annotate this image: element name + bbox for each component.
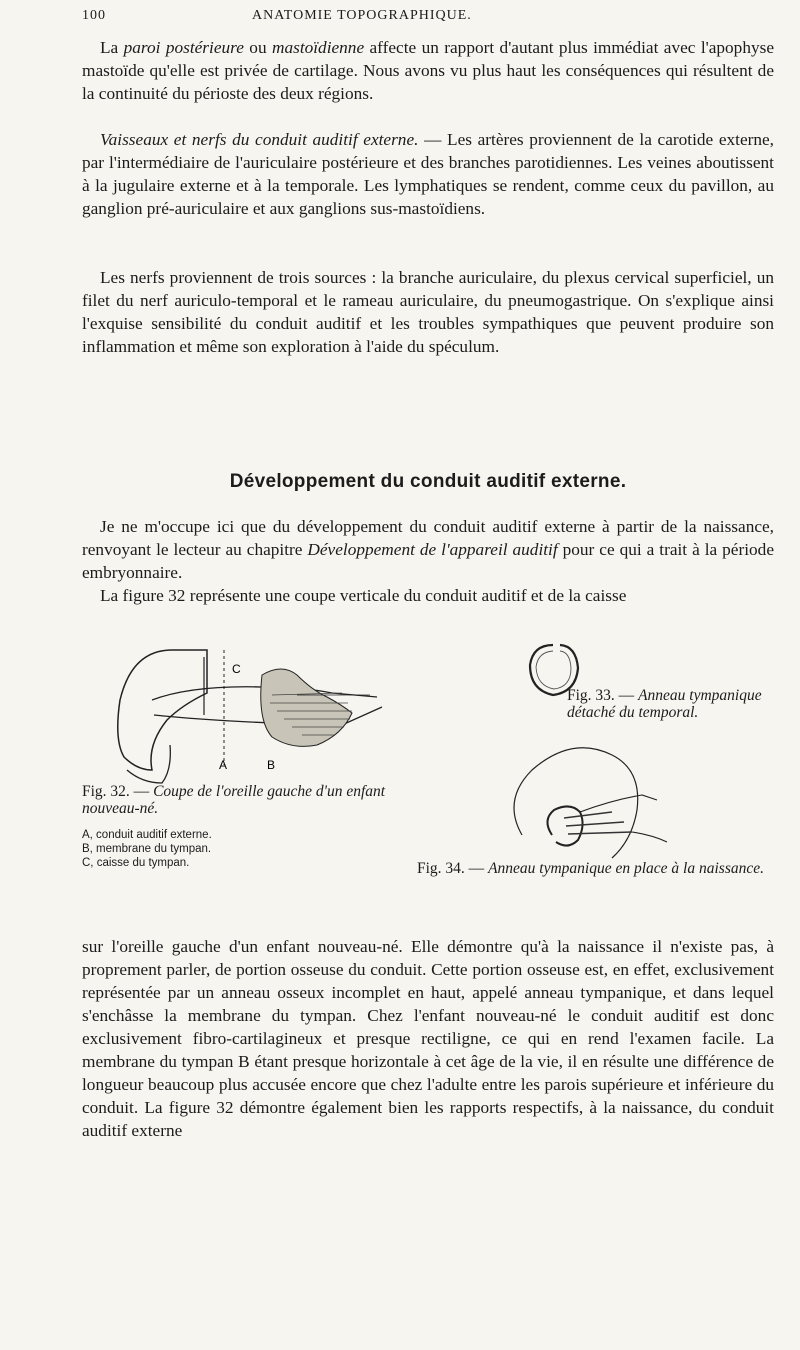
page-header — [82, 8, 772, 30]
paragraph-posterior-wall — [82, 36, 774, 105]
text-run: pour ce qui a trait à la période embryonnaire. — [82, 540, 774, 582]
text-run: La — [100, 38, 124, 57]
text-run: — Les artères proviennent de la carotide externe, par l'intermédiaire de l'auriculaire postérieure et des branches parotidiennes. Les veines aboutissent à la jugulaire externe et à la temporale. Les lymphatiques se rendent, comme ceux du pavillon, au ganglion pré-auriculaire et aux ganglions sus-mastoïdiens. — [82, 130, 774, 218]
fig32-caption-title: Coupe de l'oreille gauche d'un enfant nouveau-né. — [82, 783, 386, 817]
fig33-caption — [567, 687, 782, 721]
text-run: ou — [243, 38, 272, 57]
paragraph-figure-ref: La figure 32 représente une coupe verticale du conduit auditif et de la caisse — [100, 586, 627, 605]
figure-34-drawing — [492, 740, 682, 860]
fig32-caption — [82, 783, 422, 817]
fig32-label-a: A — [219, 758, 228, 772]
fig32-label-c: C — [232, 662, 241, 676]
ring-hatching — [564, 812, 632, 834]
legend-item-b: B, membrane du tympan. — [82, 843, 212, 855]
fig34-caption-title: Anneau tympanique en place à la naissance. — [488, 860, 764, 877]
text-run: Je ne m'occupe ici que du développement du conduit auditif externe à partir de la naissance, renvoyant le lecteur au chapitre — [82, 517, 774, 559]
paragraph-development — [82, 515, 774, 584]
figure-32-drawing — [112, 645, 442, 775]
legend-item-c: C, caisse du tympan. — [82, 857, 190, 869]
zygoma-line — [580, 795, 667, 842]
fig34-caption — [417, 860, 782, 877]
running-title: ANATOMIE TOPOGRAPHIQUE. — [252, 8, 472, 23]
term-paroi-posterieure: paroi postérieure — [123, 38, 244, 57]
term-mastoidienne: mastoïdienne — [271, 38, 365, 57]
fig32-legend — [82, 828, 302, 870]
ring-in-place — [547, 806, 582, 845]
fig33-caption-prefix: Fig. 33. — — [567, 687, 635, 704]
paragraph-newborn-ear: sur l'oreille gauche d'un enfant nouveau-né. Elle démontre qu'à la naissance il n'existe pas, à proprement parler, de portion osseuse du conduit. Cette portion osseuse est, en effet, exclusivement représentée par un anneau osseux incomplet en haut, appelé anneau tympanique, et dans lequel s'enchâsse la membrane du tympan. Chez l'enfant nouveau-né le conduit auditif est donc exclusivement fibro-cartilagineux et presque rectiligne, ce qui en rend l'examen facile. La membrane du tympan B étant presque horizontale à cet âge de la vie, il en résulte une différence de longueur beaucoup plus accusée encore que chez l'adulte entre les parois supérieure et inférieure du conduit. La figure 32 démontre également bien les rapports respectifs, à la naissance, du conduit auditif externe — [82, 937, 774, 1140]
tympanic-ring-inner — [536, 651, 571, 689]
fig34-caption-prefix: Fig. 34. — — [417, 860, 485, 877]
paragraph-vessels-nerves — [82, 128, 774, 220]
section-title: Développement du conduit auditif externe. — [229, 471, 627, 492]
fig32-caption-prefix: Fig. 32. — — [82, 783, 150, 800]
page-number: 100 — [82, 8, 106, 23]
subheading-vessels: Vaisseaux et nerfs du conduit auditif externe. — [100, 130, 419, 149]
legend-item-a: A, conduit auditif externe. — [82, 829, 212, 841]
fig33-caption-title: Anneau tympanique détaché du temporal. — [567, 687, 762, 721]
paragraph-nerves: Les nerfs proviennent de trois sources : la branche auriculaire, du plexus cervical superficiel, un filet du nerf auriculo-temporal et le rameau auriculaire, du pneumogastrique. On s'explique ainsi l'exquise sensibilité du conduit auditif et les troubles sympathiques que peuvent produire son inflammation et même son exploration à l'aide du spéculum. — [82, 268, 774, 356]
fig32-label-b: B — [267, 758, 276, 772]
text-run: affecte un rapport d'autant plus immédiat avec l'apophyse mastoïde qu'elle est privée de cartilage. Nous avons vu plus haut les conséquences qui résultent de la continuité du périoste des deux régions. — [82, 38, 775, 103]
skull-outline — [118, 650, 207, 770]
chapter-reference: Développement de l'appareil auditif — [307, 540, 558, 559]
figures-area — [82, 645, 782, 930]
